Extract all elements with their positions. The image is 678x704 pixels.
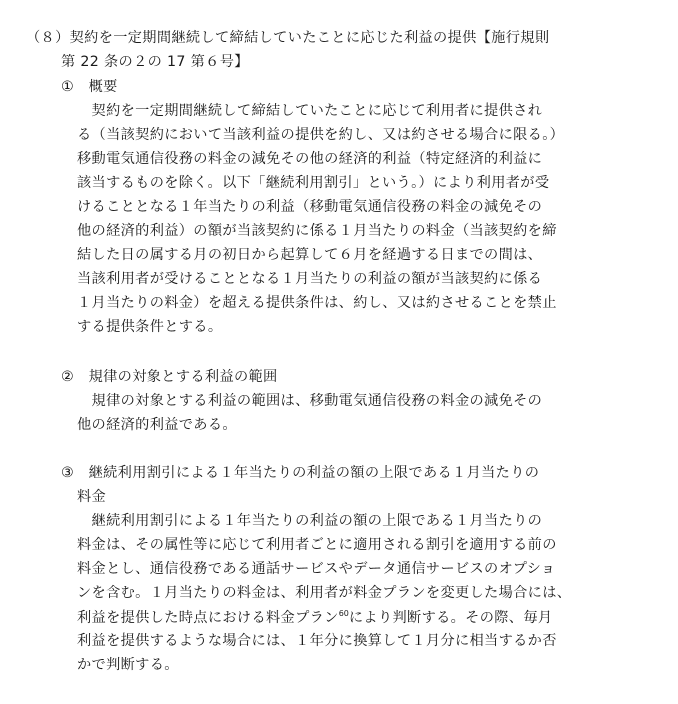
section-heading-line1: （８）契約を一定期間継続して締結していたことに応じた利益の提供【施行規則: [26, 30, 550, 46]
item2-line: 規律の対象とする利益の範囲は、移動電気通信役務の料金の減免その: [77, 393, 543, 409]
footnote-reference[interactable]: 60: [338, 609, 349, 618]
item1-line: １月当たりの料金）を超える提供条件は、約し、又は約させることを禁止: [77, 295, 557, 311]
item1-line: けることとなる１年当たりの利益（移動電気通信役務の料金の減免その: [77, 199, 543, 215]
item3-line: 料金とし、通信役務である通話サービスやデータ通信サービスのオプショ: [77, 561, 556, 577]
item1-line: する提供条件とする。: [77, 319, 223, 335]
item1-title: ① 概要: [61, 79, 118, 95]
section-heading-line2: 第 22 条の２の 17 第６号】: [61, 54, 249, 70]
item3-line: 利益を提供するような場合には、１年分に換算して１月分に相当するか否: [77, 633, 557, 649]
item3-line: 継続利用割引による１年当たりの利益の額の上限である１月当たりの: [77, 513, 543, 529]
item3-title-line2: 料金: [77, 489, 107, 505]
item2-title: ② 規律の対象とする利益の範囲: [61, 369, 278, 385]
item3-footnote-line-after: により判断する。その際、毎月: [348, 610, 553, 626]
item3-line: かで判断する。: [77, 657, 179, 673]
item3-line: 料金は、その属性等に応じて利用者ごとに適用される割引を適用する前の: [77, 537, 557, 553]
item1-line: 契約を一定期間継続して締結していたことに応じて利用者に提供され: [77, 103, 543, 119]
item1-line: 当該利用者が受けることとなる１月当たりの利益の額が当該契約に係る: [77, 271, 543, 287]
item1-line: る（当該契約において当該利益の提供を約し、又は約させる場合に限る。）: [77, 127, 565, 143]
item1-line: 該当するものを除く。以下「継続利用割引」という。）により利用者が受: [77, 175, 550, 191]
item1-line: 移動電気通信役務の料金の減免その他の経済的利益（特定経済的利益に: [77, 151, 543, 167]
item1-line: 結した日の属する月の初日から起算して６月を経過する日までの間は、: [77, 247, 543, 263]
item2-line: 他の経済的利益である。: [77, 417, 237, 433]
item3-title-line1: ③ 継続利用割引による１年当たりの利益の額の上限である１月当たりの: [61, 465, 540, 481]
item3-footnote-line-before: 利益を提供した時点における料金プラン: [77, 610, 339, 626]
item3-footnote-line: [77, 610, 552, 625]
item1-line: 他の経済的利益）の額が当該契約に係る１月当たりの料金（当該契約を締: [77, 223, 557, 239]
item3-line: ンを含む。１月当たりの料金は、利用者が料金プランを変更した場合には、: [77, 585, 572, 601]
